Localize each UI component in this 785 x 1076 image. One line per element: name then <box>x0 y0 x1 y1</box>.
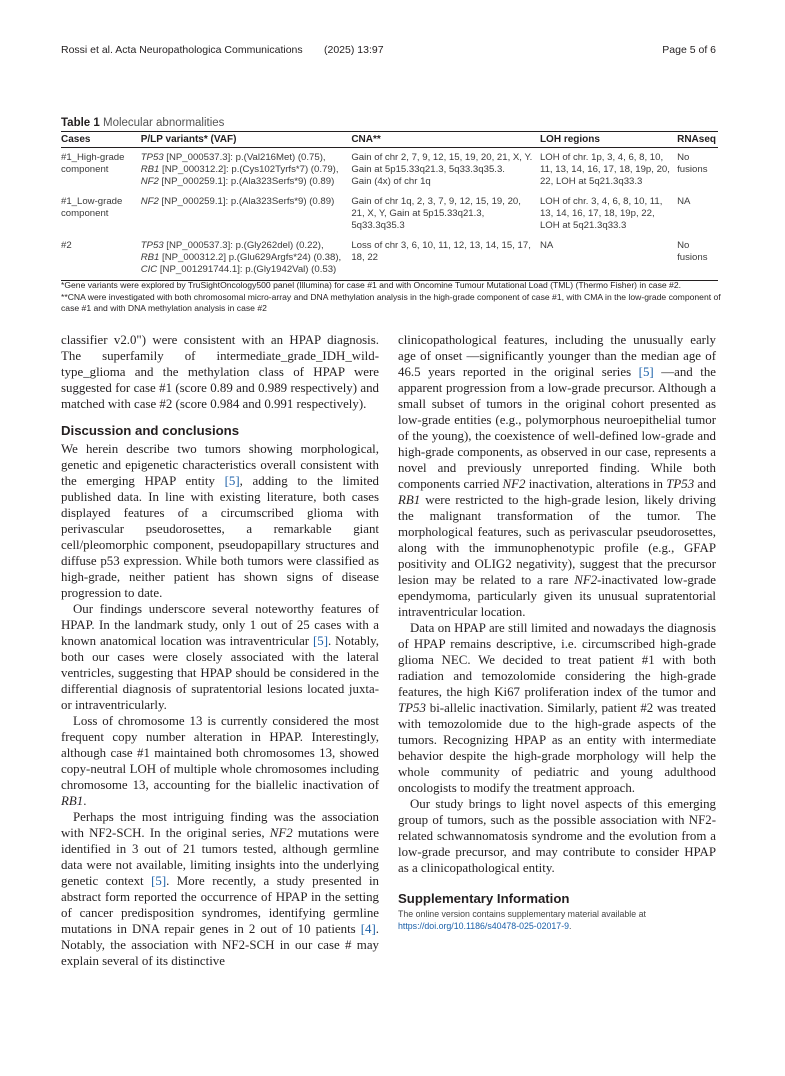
table-footnotes <box>61 280 721 315</box>
table-footnote: *Gene variants were explored by TruSightOncology500 panel (Illumina) for case #1 and with Oncomine Tumour Mutational Load (TML) (Thermo Fisher) in case #2. <box>61 280 681 290</box>
text-run: . Notably, the association with NF2-SCH in our case # may explain several of its distinctive <box>61 922 379 968</box>
text-run: Data on HPAP are still limited and nowadays the diagnosis of HPAP remains descriptive, i.e. circumscribed high-grade glioma NEC. We decided to treat patient #1 with both radiation and temozolomide considering the high-grade features, the high Ki67 proliferation index of the tumor and <box>398 621 716 699</box>
text-run: . <box>83 794 87 808</box>
right-column <box>398 332 716 932</box>
text-run: Perhaps the most intriguing finding was the association with NF2-SCH. In the original series, <box>61 810 379 840</box>
variant-detail: [NP_000537.3]: p.(Gly262del) (0.22), <box>163 240 324 251</box>
variant-detail: [NP_000537.3]: p.(Val216Met) (0.75), <box>163 152 326 163</box>
citation-link[interactable]: [5] <box>312 634 328 648</box>
cell-case: #1_High-grade component <box>61 152 125 175</box>
table-row <box>61 192 718 236</box>
paragraph <box>61 441 379 601</box>
cell-cna <box>351 236 540 281</box>
table-label: Table 1 <box>61 117 100 129</box>
table-row <box>61 148 718 193</box>
paragraph <box>61 713 379 809</box>
table-row <box>61 236 718 281</box>
supplementary-text <box>398 908 716 932</box>
section-heading-discussion: Discussion and conclusions <box>61 423 240 438</box>
text-run: clinicopathological features, including the unusually early age of onset —significantly younger than the median age of 46.5 years reported in the original series <box>398 333 716 379</box>
citation-link[interactable]: [5] <box>638 365 654 379</box>
section-heading-supplementary: Supplementary Information <box>398 891 570 906</box>
cna-line: Gain of chr 1q, 2, 3, 7, 9, 12, 15, 19, 20, 21, X, Y, Gain at 5p15.33q21.3, 5q33.3q35.3 <box>351 196 521 231</box>
left-column <box>61 332 379 969</box>
text-run: and <box>694 477 716 491</box>
text-run: . <box>569 921 572 931</box>
text-run: , adding to the limited published data. In line with existing literature, both cases displayed features of a circumscribed glioma with perivascular pseudorosettes, a remarkable giant cell/pleomorphic component, pseudopapillary structures and diffuse p53 expression. While both tumors were classified as high-grade, neither patient has shown signs of disease progression to date. <box>61 474 379 600</box>
variant-detail: [NP_000312.2]: p.(Cys102Tyrfs*7) (0.79), <box>159 164 339 175</box>
col-header-rnaseq: RNAseq <box>677 132 718 148</box>
cell-case: #1_Low-grade component <box>61 196 123 219</box>
text-run: We herein describe two tumors showing morphological, genetic and epigenetic characteristics overall consistent with the emerging HPAP entity <box>61 442 379 488</box>
gene-name: RB1 <box>61 794 84 808</box>
col-header-cna: CNA** <box>351 132 540 148</box>
paragraph <box>61 809 379 969</box>
gene-name: NF2 <box>140 176 159 187</box>
cna-line: Loss of chr 3, 6, 10, 11, 12, 13, 14, 15, 17, 18, 22 <box>351 240 531 263</box>
text-run: . More recently, a study presented in abstract form reported the occurrence of HPAP in the setting of cancer predisposition syndromes, identifying germline mutations in DNA repair genes in 2 out of 10 patients <box>61 874 380 936</box>
cell-variants <box>141 236 352 281</box>
text-run: —and the apparent progression from a low-grade precursor. Although a small subset of tumors in the original cohort presented as low-grade entities (e.g., polymorphous neuroepithelial tumor of the young), the coexistence of well-defined low-grade and high-grade components, as observed in our case, represents a novel and previously unreported finding. While both components carried <box>398 365 717 491</box>
cna-line: Gain at 5p15.33q21.3, 5q33.3q35.3. <box>351 164 505 175</box>
molecular-table <box>61 131 718 281</box>
variant-line <box>141 164 348 176</box>
col-header-variants: P/LP variants* (VAF) <box>141 132 352 148</box>
cell-cna <box>351 192 540 236</box>
gene-name: TP53 <box>140 152 164 163</box>
variant-detail: [NP_000259.1]: p.(Ala323Serfs*9) (0.89) <box>158 176 335 187</box>
paragraph <box>61 601 379 713</box>
gene-name: NF2 <box>502 477 526 491</box>
running-header-citation: (2025) 13:97 <box>324 44 384 56</box>
text-run: . Notably, both our cases were closely associated with the lateral ventricles, suggesting that HPAP should be considered in the differential diagnosis of supratentorial lesions located juxta- or intraventricularly. <box>61 634 379 712</box>
text-run: Loss of chromosome 13 is currently considered the most frequent copy number alteration in HPAP. Interestingly, although case #1 maintained both chromosomes 13, showed copy-neutral LOH of multiple whole chromosomes including chromosome 13, accounting for the biallelic inactivation of <box>61 714 379 792</box>
text-run: bi-allelic inactivation. Similarly, patient #2 was treated with temozolomide due to the high-grade aspects of the tumors. Recognizing HPAP as an entity with intermediate behavior despite the high-grade morphology will help the whole community of pediatric and young adulthood oncologists to modify the treatment approach. <box>398 701 716 795</box>
gene-name: TP53 <box>398 701 426 715</box>
text-run: Our findings underscore several noteworthy features of HPAP. In the landmark study, only 1 out of 25 cases with a known anatomical location was intraventricular <box>61 602 379 648</box>
paragraph: classifier v2.0") were consistent with an HPAP diagnosis. The superfamily of intermediate_grade_IDH_wild-type_glioma and the methylation class of HPAP were suggested for case #1 (score 0.89 and 0.989 respectively) and matched with case #2 (score 0.984 and 0.991 respectively). <box>61 333 379 411</box>
variant-detail: [NP_000259.1]: p.(Ala323Serfs*9) (0.89) <box>158 196 335 207</box>
gene-name: NF2 <box>269 826 293 840</box>
col-header-loh: LOH regions <box>540 132 677 148</box>
citation-link[interactable]: [5] <box>224 474 240 488</box>
gene-name: RB1 <box>398 493 421 507</box>
paragraph: Our study brings to light novel aspects of this emerging group of tumors, such as the possible association with NF2-related schwannomatosis syndrome and the evolution from a low-grade precursor, and may contribute to consider HPAP as a clinicopathological entity. <box>398 797 716 875</box>
gene-name: NF2 <box>574 573 598 587</box>
text-run: mutations were identified in 3 out of 21 tumors tested, although germline data were not available, limiting insights into the underlying genetic context <box>61 826 379 888</box>
col-header-cases: Cases <box>61 132 141 148</box>
cell-loh: LOH of chr. 3, 4, 6, 8, 10, 11, 13, 14, 16, 17, 18, 19p, 22, LOH at 5q21.3q33.3 <box>539 196 663 231</box>
gene-name: RB1 <box>140 252 160 263</box>
running-header-authors: Rossi et al. Acta Neuropathologica Communications <box>61 44 303 56</box>
gene-name: CIC <box>140 264 158 275</box>
page-number: Page 5 of 6 <box>662 44 716 56</box>
text-run: -inactivated low-grade ependymoma, particularly given its unusual supratentorial intraventricular location. <box>398 573 716 619</box>
cell-loh: LOH of chr. 1p, 3, 4, 6, 8, 10, 11, 13, 14, 16, 17, 18, 19p, 20, 22, LOH at 5q21.3q33.3 <box>539 152 670 187</box>
gene-name: RB1 <box>140 164 160 175</box>
citation-link[interactable]: [4] <box>360 922 376 936</box>
variant-line <box>141 264 348 276</box>
variant-detail: [NP_001291744.1]: p.(Gly1942Val) (0.53) <box>157 264 337 275</box>
cna-line: Gain (4x) of chr 1q <box>351 176 431 187</box>
table-footnote: **CNA were investigated with both chromosomal micro-array and DNA methylation analysis in the high-grade component of case #1, with CMA in the low-grade component of case #1 and with DNA methylation analysis in case #2 <box>61 291 721 313</box>
variant-line <box>141 176 348 188</box>
table-header-row <box>61 132 718 148</box>
citation-link[interactable]: [5] <box>151 874 167 888</box>
cell-loh: NA <box>540 236 677 281</box>
cell-variants <box>141 148 352 193</box>
variant-detail: [NP_000312.2] p.(Glu629Argfs*24) (0.38), <box>159 252 342 263</box>
paragraph <box>398 620 716 796</box>
variant-line <box>141 240 348 252</box>
supplementary-section <box>398 890 716 932</box>
cell-variants <box>141 192 352 236</box>
gene-name: TP53 <box>140 240 164 251</box>
text-run: The online version contains supplementary material available at <box>398 909 646 919</box>
gene-name: TP53 <box>666 477 695 491</box>
table-caption <box>61 117 224 129</box>
paragraph <box>398 332 716 620</box>
table-title: Molecular abnormalities <box>102 117 225 129</box>
cell-cna <box>351 148 540 193</box>
variant-line <box>141 252 348 264</box>
cell-rnaseq: NA <box>677 196 691 207</box>
cell-case: #2 <box>61 236 141 281</box>
cell-rnaseq: No fusions <box>677 236 718 281</box>
text-run: inactivation, alterations in <box>525 477 667 491</box>
variant-line <box>141 152 348 164</box>
cna-line: Gain of chr 2, 7, 9, 12, 15, 19, 20, 21, X, Y. <box>351 152 533 163</box>
gene-name: NF2 <box>140 196 159 207</box>
cell-rnaseq: No fusions <box>677 152 708 175</box>
variant-line <box>141 196 348 208</box>
text-run: were restricted to the high-grade lesion, likely driving the malignant transformation of the tumor. The morphological features, such as perivascular pseudorosettes, along with the immunophenotypic profile (e.g., GFAP positivity and OLIG2 negativity), suggest that the precursor lesion may be related to a rare <box>398 493 716 587</box>
doi-link[interactable]: https://doi.org/10.1186/s40478-025-02017-9 <box>398 921 570 931</box>
